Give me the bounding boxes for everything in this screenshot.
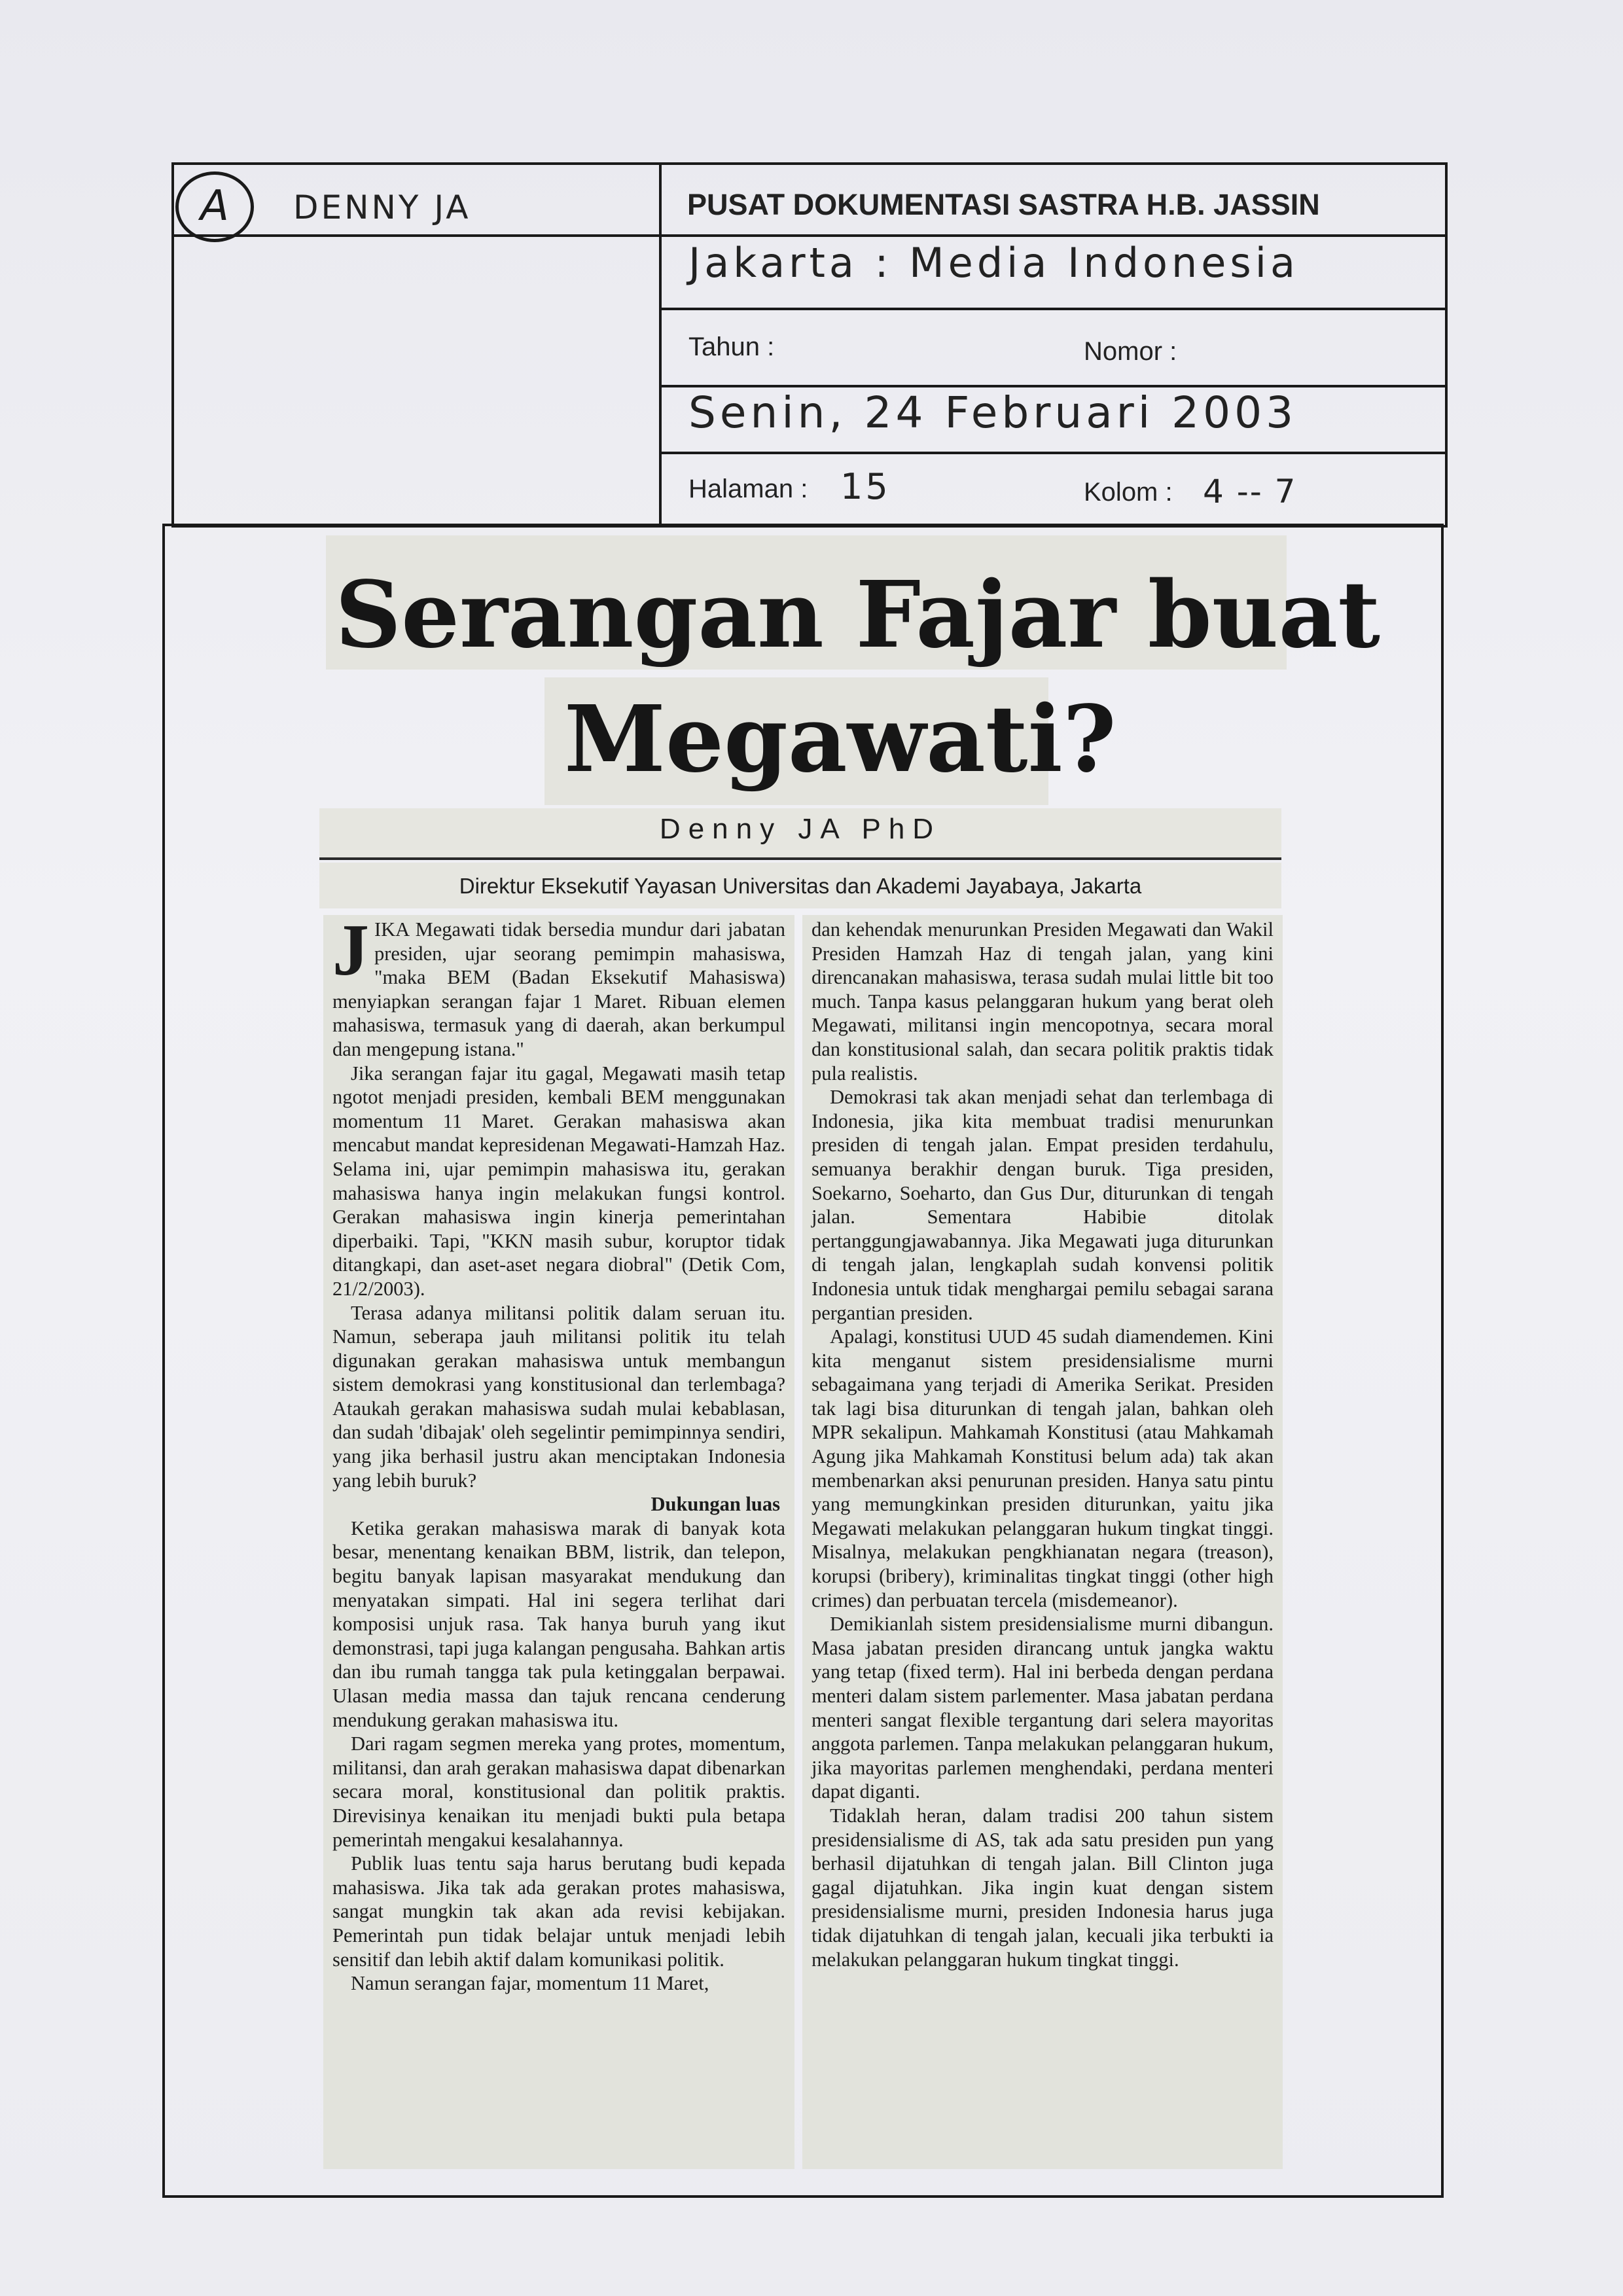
tahun-label: Tahun : <box>688 332 775 361</box>
paragraph: Tidaklah heran, dalam tradisi 200 tahun sistem presidensialisme di AS, tak ada satu presiden pun yang berhasil dijatuhkan di tengah jalan. Bill Clinton juga gagal dijatuhkan. Jika ingin kuat dengan sistem presidensialisme murni, presiden Indonesia harus juga tidak dijatuhkan di tengah jalan, kecuali jika terbukti ia melakukan pelanggaran hukum tingkat tinggi. <box>812 1804 1274 1971</box>
form-rule <box>659 308 1448 310</box>
kolom-value: 4 -- 7 <box>1203 473 1297 511</box>
form-divider <box>659 162 662 528</box>
nomor-label: Nomor : <box>1084 337 1177 366</box>
paragraph: Dari ragam segmen mereka yang protes, momentum, militansi, dan arah gerakan mahasiswa dapat dibenarkan secara moral, konstitusional dan politik praktis. Direvisinya kenaikan itu menjadi bukti pula betapa pemerintah mengakui kesalahannya. <box>332 1732 785 1851</box>
paragraph: Ketika gerakan mahasiswa marak di banyak kota besar, menentang kenaikan BBM, listrik, dan telepon, begitu banyak lapisan masyarakat mendukung dan menyatakan simpati. Hal ini segera terlihat dari komposisi unjuk rasa. Tak hanya buruh yang ikut demonstrasi, tapi juga kalangan pengusaha. Bahkan artis dan ibu rumah tangga tak pula ketinggalan berpawai. Ulasan media massa dan tajuk rencana cenderung mendukung gerakan mahasiswa itu. <box>332 1516 785 1731</box>
paragraph: Terasa adanya militansi politik dalam seruan itu. Namun, seberapa jauh militansi politik itu telah digunakan gerakan mahasiswa untuk membangun sistem demokrasi yang konstitusional dan terlembaga? Ataukah gerakan mahasiswa sudah mulai kebablasan, dan sudah 'dibajak' oleh segelintir pemimpinnya sendiri, yang jika berhasil justru akan menciptakan Indonesia yang lebih buruk? <box>332 1301 785 1492</box>
paragraph: Jika serangan fajar itu gagal, Megawati masih tetap ngotot menjadi presiden, kembali BEM menggunakan momentum 11 Maret. Gerakan mahasiswa akan mencabut mandat kepresidenan Megawati-Hamzah Haz. Selama ini, ujar pemimpin mahasiswa itu, gerakan mahasiswa hanya ingin melakukan fungsi kontrol. Gerakan mahasiswa ingin kinerja pemerintahan diperbaiki. Tapi, "KKN masih subur, koruptor tidak ditangkapi, dan aset-aset negara diobral" (Detik Com, 21/2/2003). <box>332 1062 785 1300</box>
paragraph: Publik luas tentu saja harus berutang budi kepada mahasiswa. Jika tak ada gerakan protes mahasiswa, sangat mungkin tak akan ada revisi kebijakan. Pemerintah pun tidak belajar untuk menjadi lebih sensitif dan lebih aktif dalam komunikasi politik. <box>332 1852 785 1971</box>
halaman-value: 15 <box>840 466 891 507</box>
drop-cap: J <box>332 910 369 991</box>
article-column-2 <box>802 915 1283 2169</box>
author-affiliation: Direktur Eksekutif Yayasan Universitas dan Akademi Jayabaya, Jakarta <box>319 863 1281 908</box>
institution-name: PUSAT DOKUMENTASI SASTRA H.B. JASSIN <box>687 188 1320 221</box>
byline: Denny JA PhD <box>319 808 1281 858</box>
source-note: Jakarta : Media Indonesia <box>688 239 1299 287</box>
kolom-label: Kolom : <box>1084 478 1173 507</box>
headline-line-1: Serangan Fajar buat <box>335 562 1380 669</box>
date-note: Senin, 24 Februari 2003 <box>688 387 1298 438</box>
paragraph: IKA Megawati tidak bersedia mundur dari jabatan presiden, ujar seorang pemimpin mahasiswa, "maka BEM (Badan Eksekutif Mahasiswa) menyiapkan serangan fajar 1 Maret. Ribuan elemen mahasiswa, termasuk yang di daerah, akan berkumpul dan mengepung istana." <box>332 918 785 1060</box>
form-rule <box>659 452 1448 454</box>
form-rule <box>171 234 1448 237</box>
author-note: DENNY JA <box>293 188 471 226</box>
paragraph: Demokrasi tak akan menjadi sehat dan terlembaga di Indonesia, jika kita membuat tradisi menurunkan presiden di tengah jalan. Empat presiden terdahulu, semuanya berakhir dengan buruk. Tiga presiden, Soekarno, Soeharto, dan Gus Dur, diturunkan di tengah jalan. Sementara Habibie ditolak pertanggungjawabannya. Jika Megawati juga diturunkan di tengah jalan, lengkaplah sudah konvensi politik Indonesia untuk tidak menghargai pemilu sebagai sarana pergantian presiden. <box>812 1086 1274 1324</box>
paragraph: Apalagi, konstitusi UUD 45 sudah diamendemen. Kini kita menganut sistem presidensialisme murni sebagaimana yang terjadi di Amerika Serikat. Presiden tak lagi bisa diturunkan di tengah jalan, bahkan oleh MPR sekalipun. Mahkamah Konstitusi (atau Mahkamah Agung jika Mahkamah Konstitusi belum ada) tak akan membenarkan aksi penurunan presiden. Hanya satu pintu yang memungkinkan presiden diturunkan, yaitu jika Megawati melakukan pelanggaran hukum tingkat tinggi. Misalnya, melakukan pengkhianatan negara (treason), korupsi (bribery), kriminalitas tingkat tinggi (other high crimes) dan perbuatan tercela (misdemeanor). <box>812 1325 1274 1611</box>
article-column-1 <box>323 910 794 2169</box>
paragraph: Demikianlah sistem presidensialisme murni dibangun. Masa jabatan presiden dirancang untuk jangka waktu yang tetap (fixed term). Hal ini berbeda dengan perdana menteri dalam sistem parlementer. Masa jabatan perdana menteri sangat flexible tergantung dari selera mayoritas anggota parlemen. Tanpa melakukan pelanggaran hukum, jika mayoritas parlemen menghendaki, perdana menteri dapat diganti. <box>812 1613 1274 1803</box>
headline-line-2: Megawati? <box>564 686 1116 793</box>
byline-rule <box>319 857 1281 860</box>
paragraph: Namun serangan fajar, momentum 11 Maret, <box>351 1972 709 1995</box>
paragraph: dan kehendak menurunkan Presiden Megawati dan Wakil Presiden Hamzah Haz di tengah jalan, yang kini direncanakan mahasiswa, terasa sudah mulai little bit too much. Tanpa kasus pelanggaran hukum yang berat oleh Megawati, militansi ingin mencopotnya, secara moral dan konstitusional salah, dan secara politik praktis tidak pula realistis. <box>812 918 1274 1085</box>
code-circle: A <box>175 171 254 242</box>
subheading: Dukungan luas <box>651 1493 780 1516</box>
halaman-label: Halaman : <box>688 475 808 503</box>
